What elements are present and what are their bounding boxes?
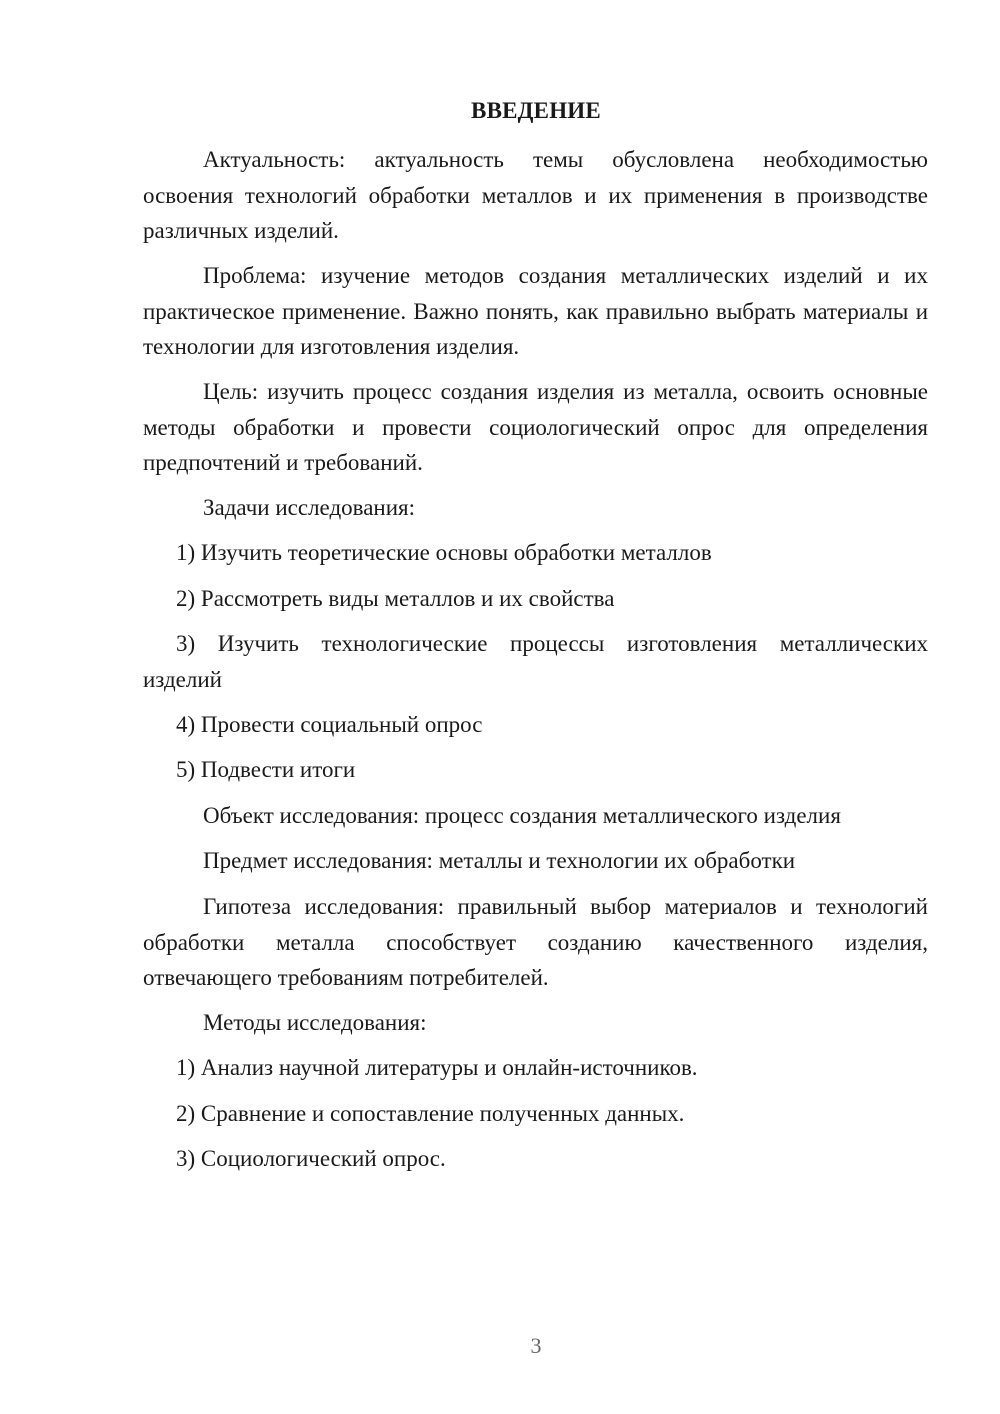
method-item: 1) Анализ научной литературы и онлайн-источников. <box>176 1055 698 1080</box>
relevance-paragraph: Актуальность: актуальность темы обусловлена необходимостью освоения технологий обработки металлов и их применения в производстве различных изделий. <box>143 147 928 243</box>
task-item: 2) Рассмотреть виды металлов и их свойства <box>176 586 615 611</box>
task-item: 4) Провести социальный опрос <box>176 712 483 737</box>
problem-paragraph: Проблема: изучение методов создания металлических изделий и их практическое применение. Важно понять, как правильно выбрать материалы и технологии для изготовления изделия. <box>143 263 928 359</box>
task-item: 5) Подвести итоги <box>176 757 356 782</box>
research-object: Объект исследования: процесс создания металлического изделия <box>203 803 841 828</box>
research-subject: Предмет исследования: металлы и технологии их обработки <box>203 848 796 873</box>
page-title: ВВЕДЕНИЕ <box>471 98 601 123</box>
methods-heading: Методы исследования: <box>203 1010 427 1035</box>
page-number: 3 <box>530 1333 542 1358</box>
task-item: 3) Изучить технологические процессы изготовления металлических изделий <box>143 631 928 692</box>
hypothesis-paragraph: Гипотеза исследования: правильный выбор материалов и технологий обработки металла способствует созданию качественного изделия, отвечающего требованиям потребителей. <box>143 894 928 990</box>
method-item: 3) Социологический опрос. <box>176 1146 446 1171</box>
tasks-heading: Задачи исследования: <box>203 495 416 520</box>
task-item: 1) Изучить теоретические основы обработки металлов <box>176 540 712 565</box>
goal-paragraph: Цель: изучить процесс создания изделия из металла, освоить основные методы обработки и провести социологический опрос для определения предпочтений и требований. <box>143 379 928 475</box>
method-item: 2) Сравнение и сопоставление полученных данных. <box>176 1101 685 1126</box>
